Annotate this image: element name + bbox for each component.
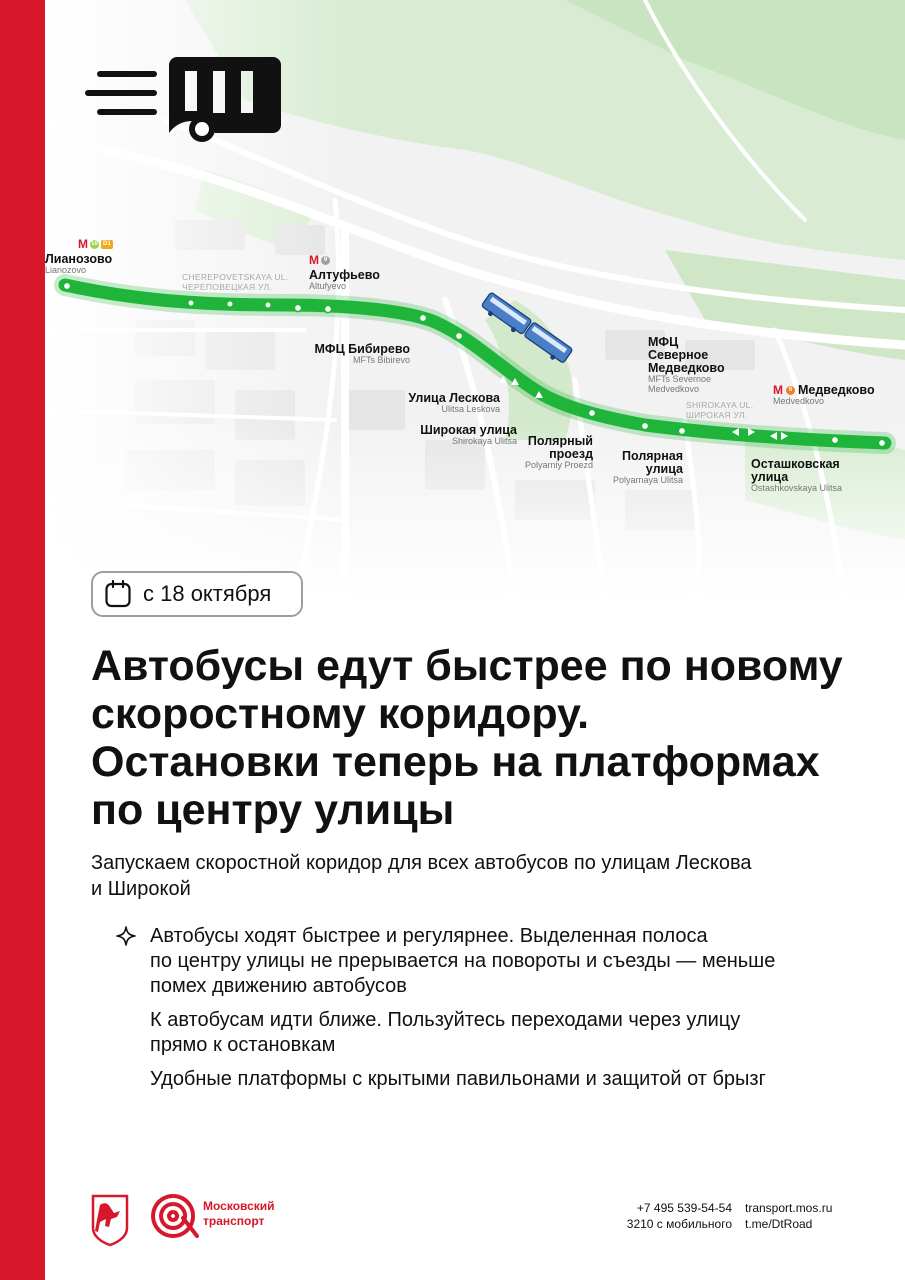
red-side-stripe [0, 0, 45, 1280]
stop-name-en: MFTs Bibirevo [352, 355, 410, 366]
headline-line: скоростному коридору. [91, 690, 590, 738]
contact-links [745, 1200, 832, 1232]
feature-item [116, 924, 876, 999]
metro-line-dot: 9 [321, 256, 330, 265]
feature-line: помех движению автобусов [150, 975, 407, 997]
street-label-cherepovetskaya: CHEREPOVETSKAYA UL. ЧЕРЕПОВЕЦКАЯ УЛ. [182, 272, 289, 293]
feature-item [116, 1067, 876, 1092]
stop-name-ru: Алтуфьево [309, 267, 380, 282]
stop-name-ru: Полярная [622, 449, 683, 463]
metro-icon: M [78, 237, 88, 251]
metro-badge-altufyevo [309, 254, 330, 266]
metro-badge-lianozovo [45, 238, 113, 250]
feature-line: К автобусам идти ближе. Пользуйтесь переходами через улицу [150, 1009, 741, 1031]
stop-polyarnaya [593, 450, 683, 486]
stop-name-ru: улица [645, 462, 683, 477]
brand-line: Московский [203, 1199, 275, 1213]
headline-line: по центру улицы [91, 786, 455, 834]
stop-name-ru: Лианозово [45, 251, 113, 266]
short-number: 3210 с мобильного [626, 1217, 732, 1231]
date-badge [91, 571, 303, 617]
contact-phones [614, 1200, 732, 1232]
stop-name-en: Polyarniy Proezd [524, 460, 593, 471]
stop-name-en: Polyarnaya Ulitsa [612, 475, 683, 486]
moscow-transport-logo-icon [147, 1192, 199, 1240]
stop-name-en: Ulitsa Leskova [441, 404, 500, 415]
stop-name-en: Shirokaya Ulitsa [451, 436, 517, 447]
stop-medvedkovo [773, 384, 875, 407]
stop-lianozovo [45, 236, 113, 275]
stop-name-en: Lianozovo [45, 264, 87, 275]
metro-line-dot: 10 [91, 240, 98, 247]
feature-line: Удобные платформы с крытыми павильонами и защитой от брызг [150, 1068, 766, 1090]
stop-mfc-bibirevo [300, 343, 410, 366]
feature-line: прямо к остановкам [150, 1034, 336, 1056]
stop-name-ru: Северное [648, 348, 709, 363]
stop-name-ru: Широкая улица [420, 423, 517, 437]
metro-icon: M [309, 253, 319, 267]
mcd-badge: D1 [103, 240, 111, 247]
stop-name-ru: МФЦ Бибирево [314, 342, 410, 356]
stop-name-ru: Осташковская [751, 457, 840, 471]
lead-line: Запускаем скоростной коридор для всех автобусов по улицам Лескова [91, 852, 752, 874]
street-label-shirokaya: SHIROKAYA UL. ШИРОКАЯ УЛ. [686, 400, 754, 421]
moscow-coat-of-arms-icon [90, 1193, 130, 1247]
feature-line: Автобусы ходят быстрее и регулярнее. Выделенная полоса [150, 925, 708, 947]
stop-ostashkovskaya [751, 458, 842, 494]
stop-name-en: Medvedkovo [648, 383, 700, 394]
stop-name-ru: проезд [549, 447, 593, 462]
moscow-transport-name [203, 1199, 275, 1229]
stop-leskova [385, 392, 500, 415]
stop-name-ru: Полярный [527, 434, 593, 448]
headline-line: Остановки теперь на платформах [91, 738, 820, 786]
stop-altufyevo [309, 252, 380, 291]
lead-paragraph [91, 850, 851, 902]
feature-item [116, 1008, 876, 1058]
stop-polyarny-proezd [495, 435, 593, 471]
website-link[interactable]: transport.mos.ru [745, 1201, 833, 1215]
metro-line-dot: 6 [786, 386, 795, 395]
stop-mfc-severnoe-medvedkovo [648, 336, 725, 394]
brand-line: транспорт [203, 1214, 265, 1228]
stop-name-ru: улица [751, 470, 789, 485]
stop-name-ru: МФЦ [648, 335, 679, 349]
lead-line: и Широкой [91, 878, 191, 900]
stop-name-ru: Медведково [648, 361, 725, 376]
feature-line: по центру улицы не прерывается на повороты и съезды — меньше [150, 950, 776, 972]
stop-name-en: MFTs Severnoe [648, 374, 712, 385]
headline [91, 642, 881, 834]
phone-number[interactable]: +7 495 539-54-54 [636, 1201, 732, 1215]
metro-icon: M [773, 383, 783, 398]
stop-name-en: Altufyevo [309, 280, 347, 291]
calendar-icon [105, 580, 131, 608]
stop-name-ru: Медведково [798, 383, 875, 397]
fast-bus-icon [85, 55, 290, 145]
date-text: с 18 октября [143, 581, 272, 606]
headline-line: Автобусы едут быстрее по новому [91, 642, 843, 690]
stop-name-ru: Улица Лескова [408, 391, 500, 405]
sparkle-icon [116, 926, 136, 946]
stop-name-en: Medvedkovo [773, 396, 825, 407]
telegram-link[interactable]: t.me/DtRoad [745, 1217, 813, 1231]
stop-name-en: Ostashkovskaya Ulitsa [751, 483, 843, 494]
feature-list [116, 924, 876, 1101]
